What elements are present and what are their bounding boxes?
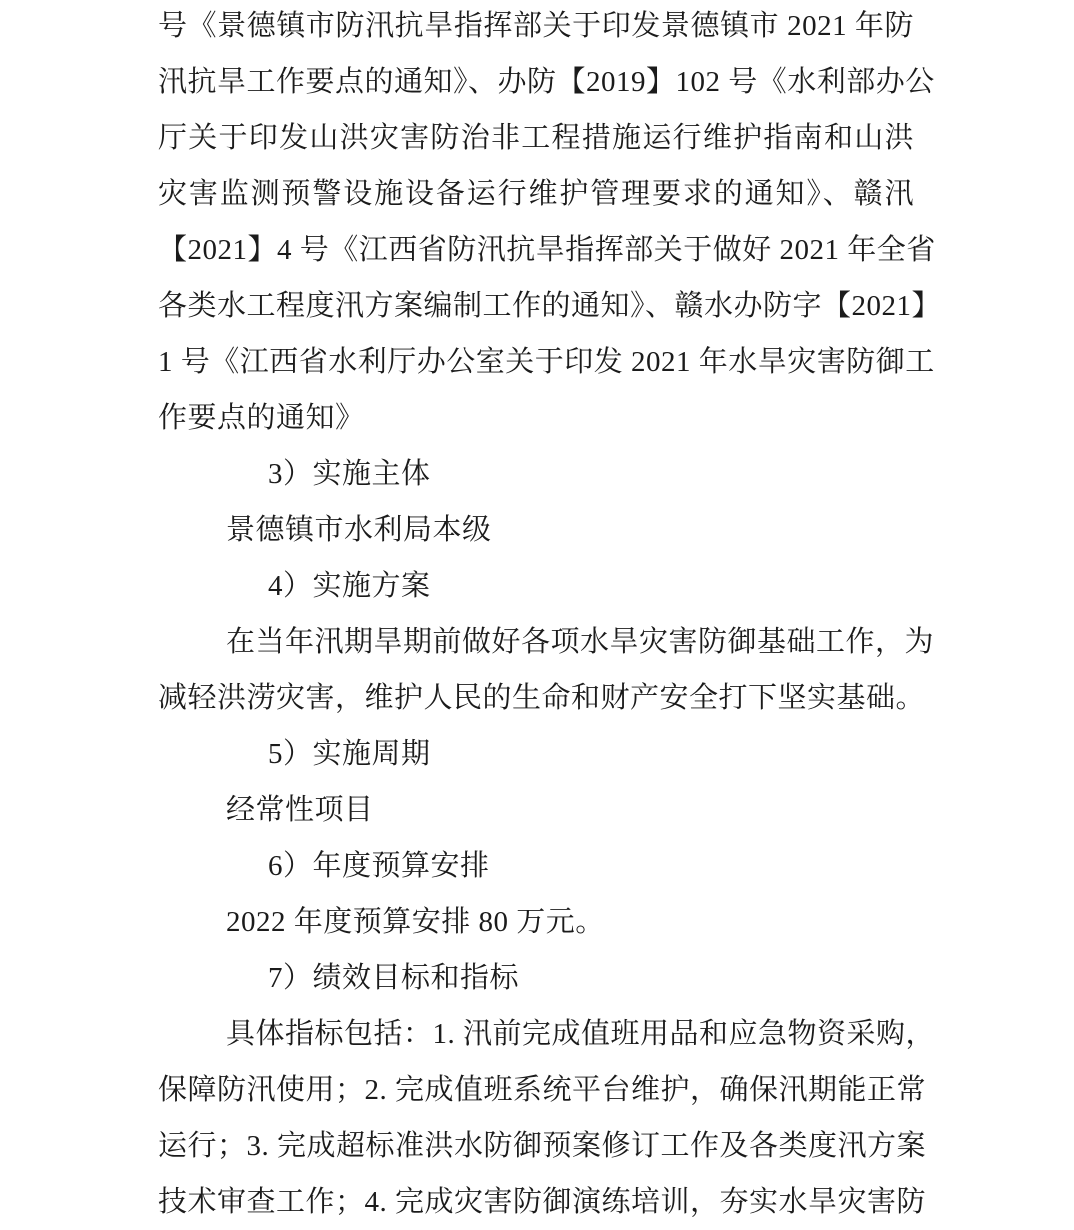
text-line: 运行；3. 完成超标准洪水防御预案修订工作及各类度汛方案 (158, 1130, 927, 1162)
text-line: 7）绩效目标和指标 (268, 962, 520, 994)
text-line: 经常性项目 (226, 794, 374, 826)
text-line: 减轻洪涝灾害，维护人民的生命和财产安全打下坚实基础。 (158, 682, 926, 714)
document-text-block (158, 0, 942, 1230)
text-line: 景德镇市水利局本级 (226, 514, 492, 546)
text-line: 在当年汛期旱期前做好各项水旱灾害防御基础工作，为 (226, 626, 935, 658)
text-line: 作要点的通知》 (158, 402, 365, 434)
text-line: 【2021】4 号《江西省防汛抗旱指挥部关于做好 2021 年全省 (158, 234, 936, 266)
text-line: 具体指标包括：1. 汛前完成值班用品和应急物资采购， (226, 1018, 936, 1050)
text-line: 3）实施主体 (268, 458, 431, 490)
text-line: 6）年度预算安排 (268, 850, 490, 882)
text-line: 4）实施方案 (268, 570, 431, 602)
text-line: 技术审查工作；4. 完成灾害防御演练培训，夯实水旱灾害防 (158, 1186, 927, 1218)
text-line: 1 号《江西省水利厅办公室关于印发 2021 年水旱灾害防御工 (158, 346, 935, 378)
text-line: 保障防汛使用；2. 完成值班系统平台维护，确保汛期能正常 (158, 1074, 927, 1106)
text-line: 5）实施周期 (268, 738, 431, 770)
text-line: 号《景德镇市防汛抗旱指挥部关于印发景德镇市 2021 年防 (158, 10, 914, 42)
text-line: 汛抗旱工作要点的通知》、办防【2019】102 号《水利部办公 (158, 66, 935, 98)
text-line: 2022 年度预算安排 80 万元。 (226, 906, 605, 938)
text-line: 厅关于印发山洪灾害防治非工程措施运行维护指南和山洪 (158, 122, 914, 154)
text-line: 灾害监测预警设施设备运行维护管理要求的通知》、赣汛 (158, 178, 914, 210)
text-line: 各类水工程度汛方案编制工作的通知》、赣水办防字【2021】 (158, 290, 942, 322)
